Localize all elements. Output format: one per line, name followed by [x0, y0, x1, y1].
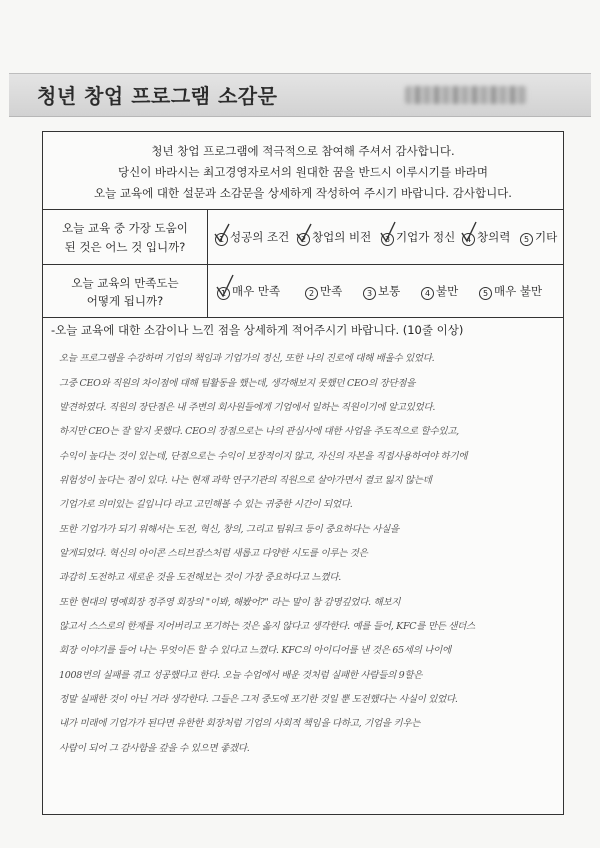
q1-option-4-number: 4: [462, 233, 475, 246]
q2-option-1-text: 매우 만족: [232, 284, 281, 298]
handwritten-line-14: 1008번의 실패를 겪고 성공했다고 한다. 오늘 수업에서 배운 것처럼 실패한 사람들의 9할은: [59, 670, 423, 681]
q2-option-5-number: 5: [479, 287, 492, 300]
intro-line-3: 오늘 교육에 대한 설문과 소감문을 상세하게 작성하여 주시기 바랍니다. 감사합니다.: [94, 186, 512, 200]
q2-option-1-number: 1: [217, 287, 230, 300]
handwritten-line-2: 그중 CEO와 직원의 차이점에 대해 팀활동을 했는데, 생각해보지 못했던 CEO의 장단점을: [59, 378, 416, 389]
question-2-row: [43, 265, 563, 318]
handwritten-line-5: 수익이 높다는 것이 있는데, 단점으로는 수익이 보장적이지 않고, 자신의 자본을 직접사용하여야 하기에: [59, 451, 468, 462]
handwritten-line-9: 알게되었다. 혁신의 아이콘 스티브잡스처럼 새롭고 다양한 시도를 이루는 것은: [59, 548, 368, 559]
handwritten-line-7: 기업가로 의미있는 길입니다 라고 고민해볼 수 있는 귀중한 시간이 되었다.: [59, 499, 353, 510]
handwritten-opinion: [43, 338, 563, 814]
question-1-label: [43, 210, 208, 264]
q2-option-4[interactable]: [421, 283, 458, 300]
q2-option-3-text: 보통: [378, 284, 401, 298]
q1-check-2-icon: [295, 222, 313, 244]
handwritten-line-6: 위험성이 높다는 점이 있다. 나는 현재 과학 연구기관의 직원으로 살아가면서 결코 잃지 않는데: [59, 475, 432, 486]
intro-line-1: 청년 창업 프로그램에 적극적으로 참여해 주셔서 감사합니다.: [151, 144, 455, 158]
q1-option-3-text: 기업가 정신: [396, 230, 456, 244]
question-2-label-line-2: 어떻게 됩니까?: [86, 294, 164, 308]
page-title: 청년 창업 프로그램 소감문: [37, 84, 278, 108]
q1-option-1-number: 1: [215, 233, 228, 246]
question-1-label-line-2: 된 것은 어느 것 입니까?: [64, 240, 186, 254]
q2-option-2[interactable]: [305, 283, 342, 300]
q2-option-5-text: 매우 불만: [494, 284, 543, 298]
q2-option-4-text: 불만: [436, 284, 459, 298]
handwritten-line-4: 하지만 CEO는 잘 알지 못했다. CEO의 장점으로는 나의 관심사에 대한 사업을 주도적으로 할수있고,: [59, 426, 459, 437]
handwritten-line-1: 오늘 프로그램을 수강하며 기업의 책임과 기업가의 정신, 또한 나의 진로에 대해 배울수 있었다.: [59, 353, 435, 364]
title-bar: [9, 73, 591, 117]
q1-option-5[interactable]: [520, 229, 557, 246]
handwritten-line-10: 과감히 도전하고 새로운 것을 도전해보는 것이 가장 중요하다고 느꼈다.: [59, 572, 341, 583]
handwritten-line-11: 또한 현대의 명예회장 정주영 회장의 "이봐, 해봤어?" 라는 말이 참 감명깊었다. 해보지: [59, 597, 401, 608]
q1-check-4-icon: [460, 220, 478, 244]
q1-option-5-number: 5: [520, 233, 533, 246]
q2-check-1-icon: [215, 273, 235, 299]
question-1-row: [43, 210, 563, 265]
q1-option-3-number: 3: [381, 233, 394, 246]
q1-check-1-icon: [213, 222, 231, 244]
question-2-label: [43, 265, 208, 317]
q2-option-3[interactable]: [363, 283, 400, 300]
q2-option-5[interactable]: [479, 283, 542, 300]
opinion-prompt: -오늘 교육에 대한 소감이나 느낀 점을 상세하게 적어주시기 바랍니다. (10줄 이상): [51, 323, 464, 337]
intro-section: [43, 132, 563, 210]
q2-option-2-text: 만족: [320, 284, 343, 298]
q2-option-2-number: 2: [305, 287, 318, 300]
q1-option-4-text: 창의력: [477, 230, 511, 244]
handwritten-line-12: 않고서 스스로의 한계를 지어버리고 포기하는 것은 옳지 않다고 생각한다. 예를 들어, KFC를 만든 샌더스: [59, 621, 475, 632]
redacted-name: [405, 86, 527, 104]
q1-option-5-text: 기타: [535, 230, 558, 244]
question-2-label-line-1: 오늘 교육의 만족도는: [71, 276, 179, 290]
handwritten-line-13: 회장 이야기를 들어 나는 무엇이든 할 수 있다고 느꼈다. KFC의 아이디어를 낸 것은 65세의 나이에: [59, 645, 451, 656]
handwritten-line-15: 정말 실패한 것이 아닌 거라 생각한다. 그들은 그저 중도에 포기한 것일 뿐 도전했다는 사실이 있었다.: [59, 694, 458, 705]
handwritten-line-16: 내가 미래에 기업가가 된다면 유한한 회장처럼 기업의 사회적 책임을 다하고, 기업을 키우는: [59, 718, 421, 729]
q1-option-2-text: 창업의 비전: [312, 230, 372, 244]
handwritten-line-8: 또한 기업가가 되기 위해서는 도전, 혁신, 창의, 그리고 팀워크 등이 중요하다는 사실을: [59, 524, 399, 535]
question-1-label-line-1: 오늘 교육 중 가장 도움이: [62, 221, 188, 235]
q1-check-3-icon: [379, 220, 397, 244]
q2-option-4-number: 4: [421, 287, 434, 300]
intro-line-2: 당신이 바라시는 최고경영자로서의 원대한 꿈을 반드시 이루시기를 바라며: [118, 165, 488, 179]
q1-option-2-number: 2: [297, 233, 310, 246]
survey-form: [42, 131, 564, 815]
q2-option-3-number: 3: [363, 287, 376, 300]
q1-option-1-text: 성공의 조건: [230, 230, 290, 244]
handwritten-line-17: 사람이 되어 그 감사함을 갚을 수 있으면 좋겠다.: [59, 743, 250, 754]
handwritten-line-3: 발견하였다. 직원의 장단점은 내 주변의 회사원들에게 기업에서 일하는 직원이기에 알고있었다.: [59, 402, 436, 413]
